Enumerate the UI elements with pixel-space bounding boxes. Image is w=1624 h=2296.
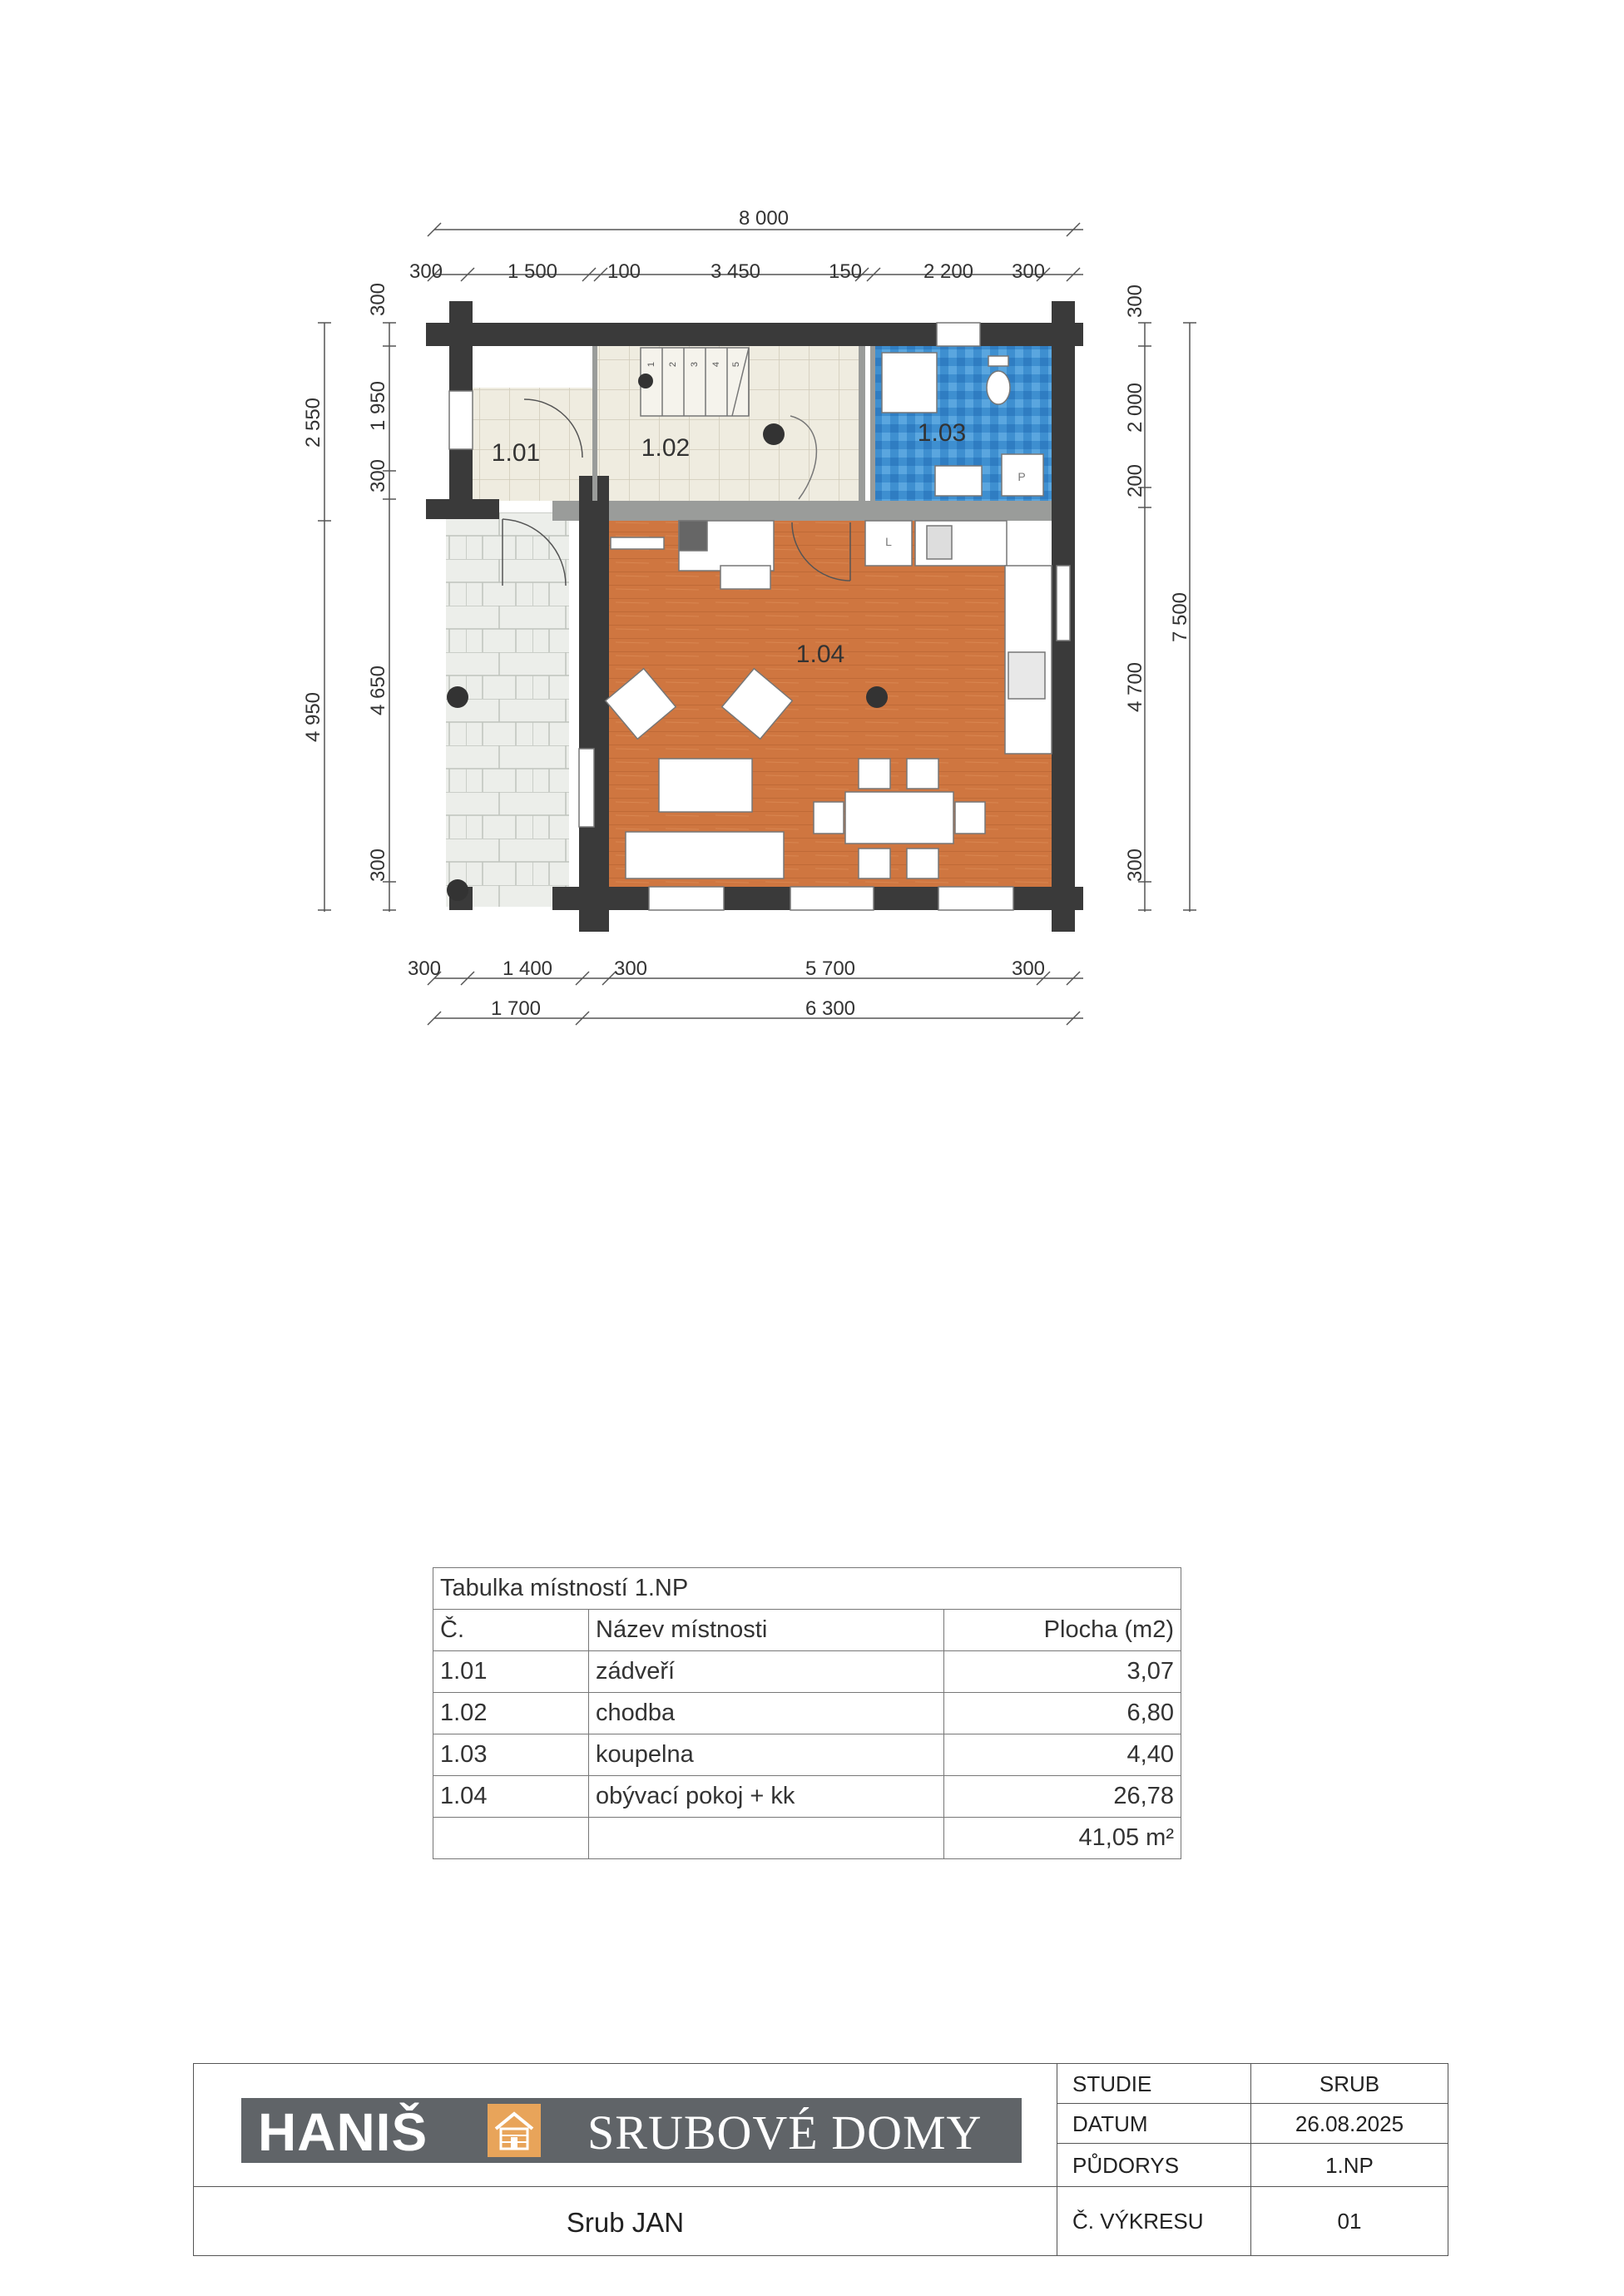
dim-bottom-seg: 300 [1011,957,1046,980]
svg-text:4: 4 [711,361,721,368]
empty-cell [433,1818,589,1859]
dim-left-outer: 2 550 [302,397,324,448]
dim-bottom-total: 6 300 [805,997,856,1020]
table-title: Tabulka místností 1.NP [433,1568,1181,1610]
room-area: 6,80 [944,1693,1181,1734]
room-name: obývací pokoj + kk [589,1776,944,1818]
dim-left-outer: 4 950 [302,691,324,743]
dim-bottom-seg: 300 [407,957,442,980]
field-label-studie: STUDIE [1057,2064,1251,2104]
dim-right-inner: 300 [1124,848,1146,883]
dim-top-seg: 3 450 [710,260,761,283]
room-area: 3,07 [944,1651,1181,1693]
table-row [433,1693,1181,1734]
room-name: zádveří [589,1651,944,1693]
room-number: 1.03 [433,1734,589,1776]
company-logo [241,2098,1022,2163]
total-area: 41,05 m² [944,1818,1181,1859]
svg-text:3: 3 [690,361,700,368]
dim-left-inner: 300 [367,458,389,493]
dim-bottom-seg: 1 400 [502,957,553,980]
room-number: 1.01 [433,1651,589,1693]
boiler-label: P [1017,470,1026,483]
dim-right-inner: 200 [1124,463,1146,498]
field-value-pudorys: 1.NP [1251,2144,1448,2187]
logo-text-hanis: HANIŠ [258,2102,428,2162]
dim-right-inner: 2 000 [1124,382,1146,433]
field-label-datum: DATUM [1057,2104,1251,2144]
dim-bottom-seg: 300 [613,957,648,980]
header-name: Název místnosti [589,1610,944,1651]
dim-bottom-seg: 5 700 [805,957,856,980]
terrace-paving [446,512,569,907]
title-block [193,2063,1448,2256]
table-header-row [433,1610,1181,1651]
room-name: chodba [589,1693,944,1734]
room-name: koupelna [589,1734,944,1776]
table-row [433,1776,1181,1818]
svg-text:2: 2 [668,361,678,368]
header-number: Č. [433,1610,589,1651]
field-label-pudorys: PŮDORYS [1057,2144,1251,2187]
room-number: 1.02 [433,1693,589,1734]
dim-top-seg: 150 [828,260,863,283]
laundry-label: L [885,535,892,548]
dim-left-inner: 1 950 [367,380,389,432]
room-area: 26,78 [944,1776,1181,1818]
dim-right-inner: 300 [1124,284,1146,319]
table-row [433,1651,1181,1693]
field-value-studie: SRUB [1251,2064,1448,2104]
field-label-drawing-number: Č. VÝKRESU [1057,2187,1251,2255]
dim-left-inner: 4 650 [367,665,389,716]
dim-top-seg: 2 200 [923,260,974,283]
svg-text:1: 1 [646,361,656,368]
house-icon [488,2104,541,2157]
room-area: 4,40 [944,1734,1181,1776]
floor-plan [0,0,1624,1048]
dim-top-seg: 100 [607,260,641,283]
logo-area [194,2064,1057,2187]
project-name: Srub JAN [566,2207,685,2238]
dim-right-inner: 4 700 [1124,661,1146,713]
room-table [433,1567,1181,1859]
field-value-drawing-number: 01 [1337,2209,1362,2234]
room-number: 1.04 [433,1776,589,1818]
table-total-row [433,1818,1181,1859]
logo-text-srubove-domy: SRUBOVÉ DOMY [587,2105,983,2160]
dim-left-inner: 300 [367,282,389,317]
svg-text:5: 5 [731,361,741,368]
project-area [194,2187,1057,2255]
dim-right-outer: 7 500 [1169,591,1191,643]
table-row [433,1734,1181,1776]
dim-top-seg: 300 [408,260,443,283]
room-label-1-03: 1.03 [917,419,967,447]
dim-left-inner: 300 [367,848,389,883]
dim-top-seg: 1 500 [507,260,558,283]
dim-top-seg: 300 [1011,260,1046,283]
header-area: Plocha (m2) [944,1610,1181,1651]
field-value-datum: 26.08.2025 [1251,2104,1448,2144]
empty-cell [589,1818,944,1859]
table-title-row [433,1568,1181,1610]
dim-bottom-total: 1 700 [490,997,542,1020]
room-label-1-01: 1.01 [491,439,541,467]
dim-top-total: 8 000 [738,207,790,230]
room-label-1-02: 1.02 [641,434,691,462]
room-label-1-04: 1.04 [795,641,845,668]
